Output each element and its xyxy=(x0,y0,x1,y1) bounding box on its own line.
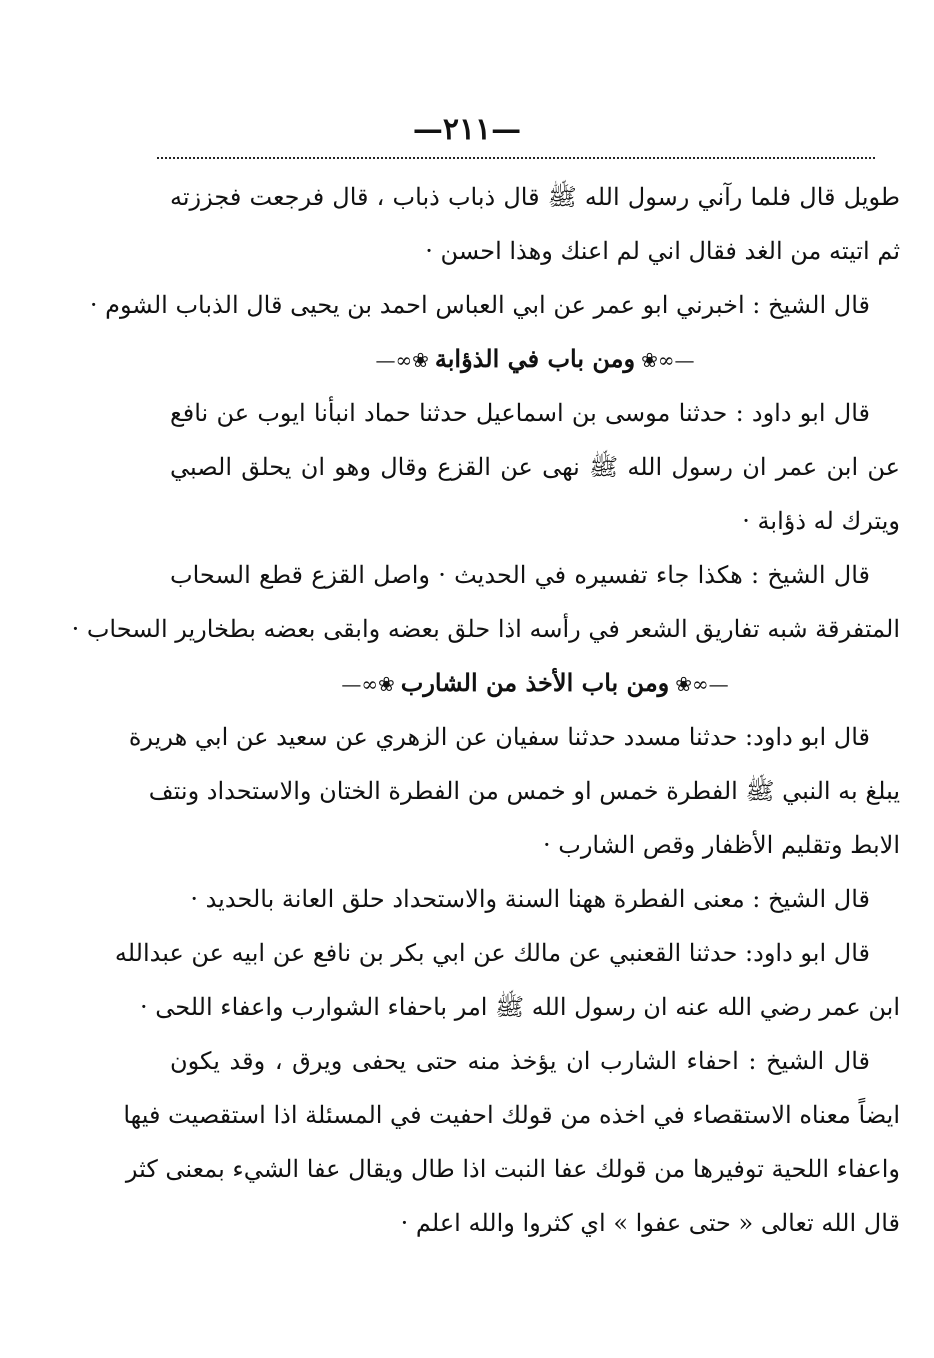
header-rule xyxy=(157,157,875,159)
text-line: ابن عمر رضي الله عنه ان رسول الله ﷺ امر باحفاء الشوارب واعفاء اللحى · xyxy=(139,993,900,1021)
text-line: المتفرقة شبه تفاريق الشعر في رأسه اذا حلق بعضه وابقى بعضه بطخارير السحاب · xyxy=(71,615,900,643)
text-line: قال ابو داود : حدثنا موسى بن اسماعيل حدثنا حماد انبأنا ايوب عن نافع xyxy=(170,399,870,427)
text-line: ثم اتيته من الغد فقال اني لم اعنك وهذا احسن · xyxy=(425,237,900,265)
text-line: يبلغ به النبي ﷺ الفطرة خمس او خمس من الفطرة الختان والاستحداد ونتف xyxy=(148,777,900,805)
text-line: الابط وتقليم الأظفار وقص الشارب · xyxy=(542,831,900,859)
text-line: قال الشيخ : معنى الفطرة ههنا السنة والاستحداد حلق العانة بالحديد · xyxy=(190,885,870,913)
section-heading-text: ومن باب الأخذ من الشارب xyxy=(400,668,670,697)
text-line: قال الشيخ : احفاء الشارب ان يؤخذ منه حتى يحفى ويرق ، وقد يكون xyxy=(170,1047,870,1075)
ornament-right-icon: —∞❀ xyxy=(641,348,695,372)
section-heading xyxy=(170,656,900,710)
section-heading xyxy=(170,332,900,386)
text-line: واعفاء اللحية توفيرها من قولك عفا النبت اذا طال ويقال عفا الشيء بمعنى كثر xyxy=(125,1155,900,1183)
text-line: طويل قال فلما رآني رسول الله ﷺ قال ذباب ذباب ، قال فرجعت فجززته xyxy=(170,183,900,211)
ornament-right-icon: —∞❀ xyxy=(675,672,729,696)
ornament-left-icon: ❀∞— xyxy=(341,672,395,696)
text-line: ويترك له ذؤابة · xyxy=(742,507,900,535)
text-line: ايضاً معناه الاستقصاء في اخذه من قولك احفيت في المسئلة اذا استقصيت فيها xyxy=(123,1101,900,1129)
text-line: عن ابن عمر ان رسول الله ﷺ نهى عن القزع وقال وهو ان يحلق الصبي xyxy=(170,453,900,481)
page-number: —٢١١— xyxy=(412,112,522,147)
text-line: قال ابو داود: حدثنا مسدد حدثنا سفيان عن الزهري عن سعيد عن ابي هريرة xyxy=(128,723,870,751)
body-text xyxy=(71,170,900,1250)
text-line: قال الشيخ : اخبرني ابو عمر عن ابي العباس احمد بن يحيى قال الذباب الشوم · xyxy=(89,291,870,319)
section-heading-text: ومن باب في الذؤابة xyxy=(434,344,636,373)
text-line: قال الشيخ : هكذا جاء تفسيره في الحديث · واصل القزع قطع السحاب xyxy=(170,561,870,589)
text-line: قال الله تعالى « حتى عفوا » اي كثروا والله اعلم · xyxy=(400,1209,900,1237)
text-line: قال ابو داود: حدثنا القعنبي عن مالك عن ابي بكر بن نافع عن ابيه عن عبدالله xyxy=(114,939,870,967)
ornament-left-icon: ❀∞— xyxy=(375,348,429,372)
